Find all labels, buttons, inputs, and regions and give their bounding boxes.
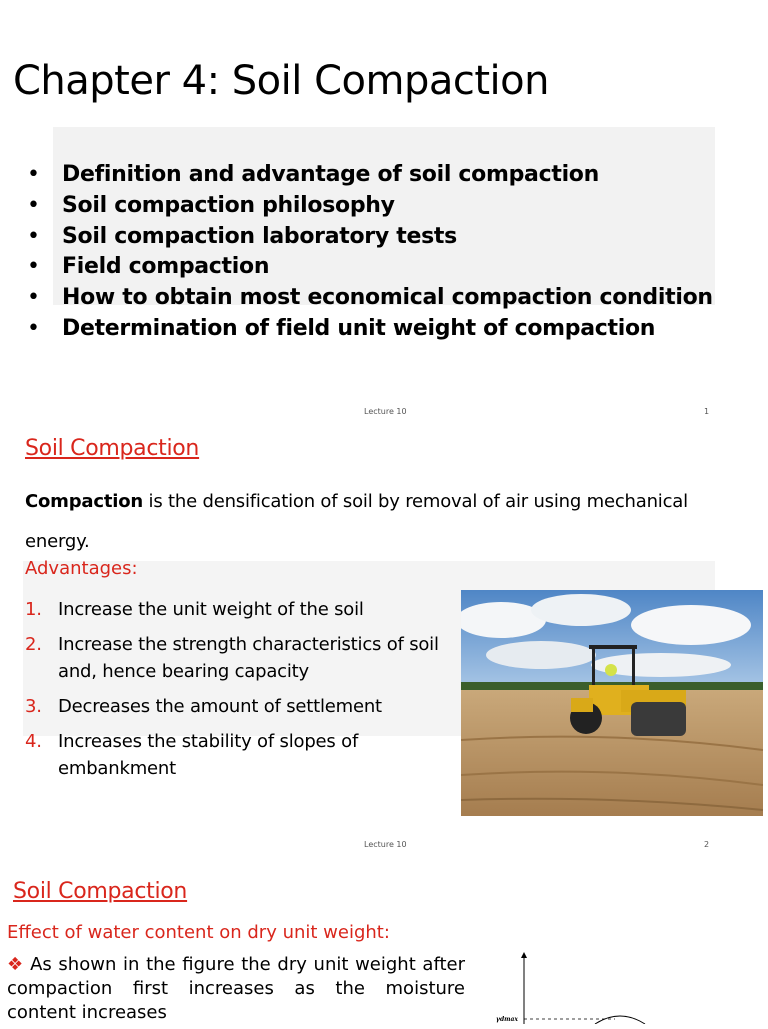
gamma-dmax-label: γdmax bbox=[496, 1016, 518, 1023]
topic-item: • Determination of field unit weight of compaction bbox=[27, 314, 713, 345]
compaction-curve-figure bbox=[480, 950, 650, 1024]
definition-text: is the densification of soil by removal of air using mechanical energy. bbox=[25, 491, 688, 552]
advantages-label: Advantages: bbox=[25, 558, 138, 579]
soil-compactor-photo bbox=[461, 590, 763, 816]
topic-item: • Soil compaction philosophy bbox=[27, 191, 713, 222]
advantage-item bbox=[25, 596, 455, 623]
topic-item: • Soil compaction laboratory tests bbox=[27, 222, 713, 253]
effect-bullet-text: As shown in the figure the dry unit weight after compaction first increases as the moisture content increases bbox=[7, 954, 465, 1023]
advantage-number: 2. bbox=[25, 634, 42, 655]
advantage-text: Decreases the amount of settlement bbox=[58, 696, 382, 717]
effect-label: Effect of water content on dry unit weight: bbox=[7, 922, 390, 943]
advantages-list bbox=[25, 596, 455, 790]
slide-title: Chapter 4: Soil Compaction bbox=[13, 58, 549, 104]
definition-term: Compaction bbox=[25, 491, 143, 512]
effect-bullet bbox=[7, 953, 465, 1025]
advantage-number: 4. bbox=[25, 731, 42, 752]
topic-item: • Definition and advantage of soil compaction bbox=[27, 160, 713, 191]
advantage-text: Increases the stability of slopes of embankment bbox=[58, 731, 359, 779]
advantage-number: 3. bbox=[25, 696, 42, 717]
slide3-heading: Soil Compaction bbox=[13, 879, 188, 904]
topic-item: • Field compaction bbox=[27, 252, 713, 283]
slide1-footer-label: Lecture 10 bbox=[364, 407, 407, 416]
advantage-item bbox=[25, 728, 455, 782]
advantage-item bbox=[25, 631, 455, 685]
advantage-number: 1. bbox=[25, 599, 42, 620]
chapter-topics-list bbox=[27, 160, 713, 345]
topic-item: • How to obtain most economical compaction condition bbox=[27, 283, 713, 314]
slide2-page-number: 2 bbox=[704, 840, 710, 849]
advantage-text: Increase the strength characteristics of soil and, hence bearing capacity bbox=[58, 634, 439, 682]
slide1-page-number: 1 bbox=[704, 407, 710, 416]
compaction-definition bbox=[25, 482, 715, 562]
slide2-heading: Soil Compaction bbox=[25, 436, 200, 461]
diamond-bullet-icon: ❖ bbox=[7, 954, 25, 975]
advantage-text: Increase the unit weight of the soil bbox=[58, 599, 364, 620]
slide2-footer-label: Lecture 10 bbox=[364, 840, 407, 849]
advantage-item bbox=[25, 693, 455, 720]
